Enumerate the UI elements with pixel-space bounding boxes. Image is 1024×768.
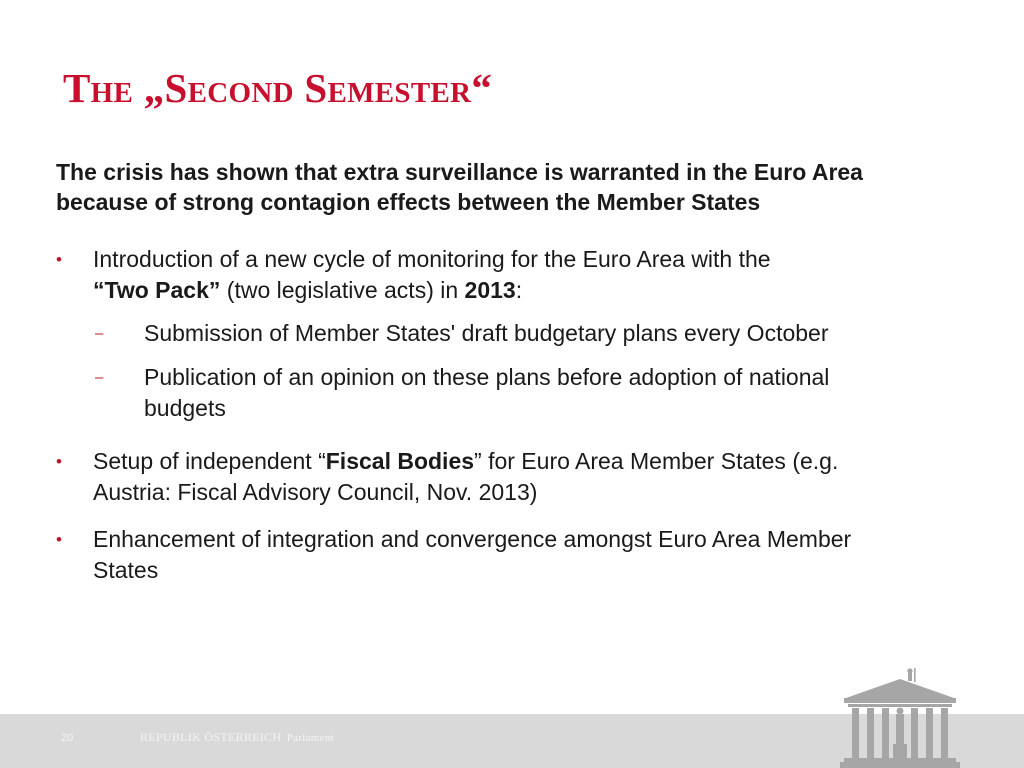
organization-subtitle: Parlament — [286, 732, 334, 744]
slide-title: The „Second Semester“ — [63, 65, 493, 111]
bullet-text — [93, 446, 883, 508]
bold-term-fiscal-bodies: Fiscal Bodies — [325, 448, 475, 474]
bullet-marker: • — [56, 250, 62, 269]
dash-marker: – — [95, 369, 104, 386]
sub-bullet-item — [95, 318, 935, 349]
bullet-line: Introduction of a new cycle of monitoring for the Euro Area with the — [93, 246, 771, 272]
bullet-item-two-pack — [56, 244, 936, 306]
bold-year: 2013 — [464, 277, 516, 303]
bullet-item-enhancement — [56, 524, 936, 586]
page-number: 20 — [61, 732, 74, 744]
bullet-marker: • — [56, 452, 62, 471]
bold-term-two-pack: “Two Pack” — [93, 277, 221, 303]
bullet-text-segment: ” for Euro Area Member States (e.g. Austria: Fiscal Advisory Council, Nov. 2013) — [93, 448, 839, 505]
bullet-text-segment: Setup of independent “ — [93, 448, 326, 474]
bullet-text-segment: : — [515, 277, 523, 303]
bullet-text — [93, 244, 936, 306]
bullet-text-segment: (two legislative acts) in — [220, 277, 465, 303]
intro-statement: The crisis has shown that extra surveillance is warranted in the Euro Area because of strong contagion effects between the Member States — [56, 159, 863, 215]
bullet-text: Enhancement of integration and convergence amongst Euro Area Member States — [93, 526, 852, 583]
dash-marker: – — [95, 325, 104, 342]
organization-name — [140, 730, 334, 745]
sub-bullet-text: Submission of Member States' draft budgetary plans every October — [144, 320, 829, 346]
bullet-marker: • — [56, 530, 62, 549]
bullet-item-fiscal-bodies — [56, 446, 936, 508]
sub-bullet-text: Publication of an opinion on these plans before adoption of national budgets — [144, 364, 830, 421]
parliament-building-icon — [840, 668, 960, 768]
sub-bullet-item — [95, 362, 935, 424]
organization-title: REPUBLIK ÖSTERREICH — [140, 730, 282, 744]
